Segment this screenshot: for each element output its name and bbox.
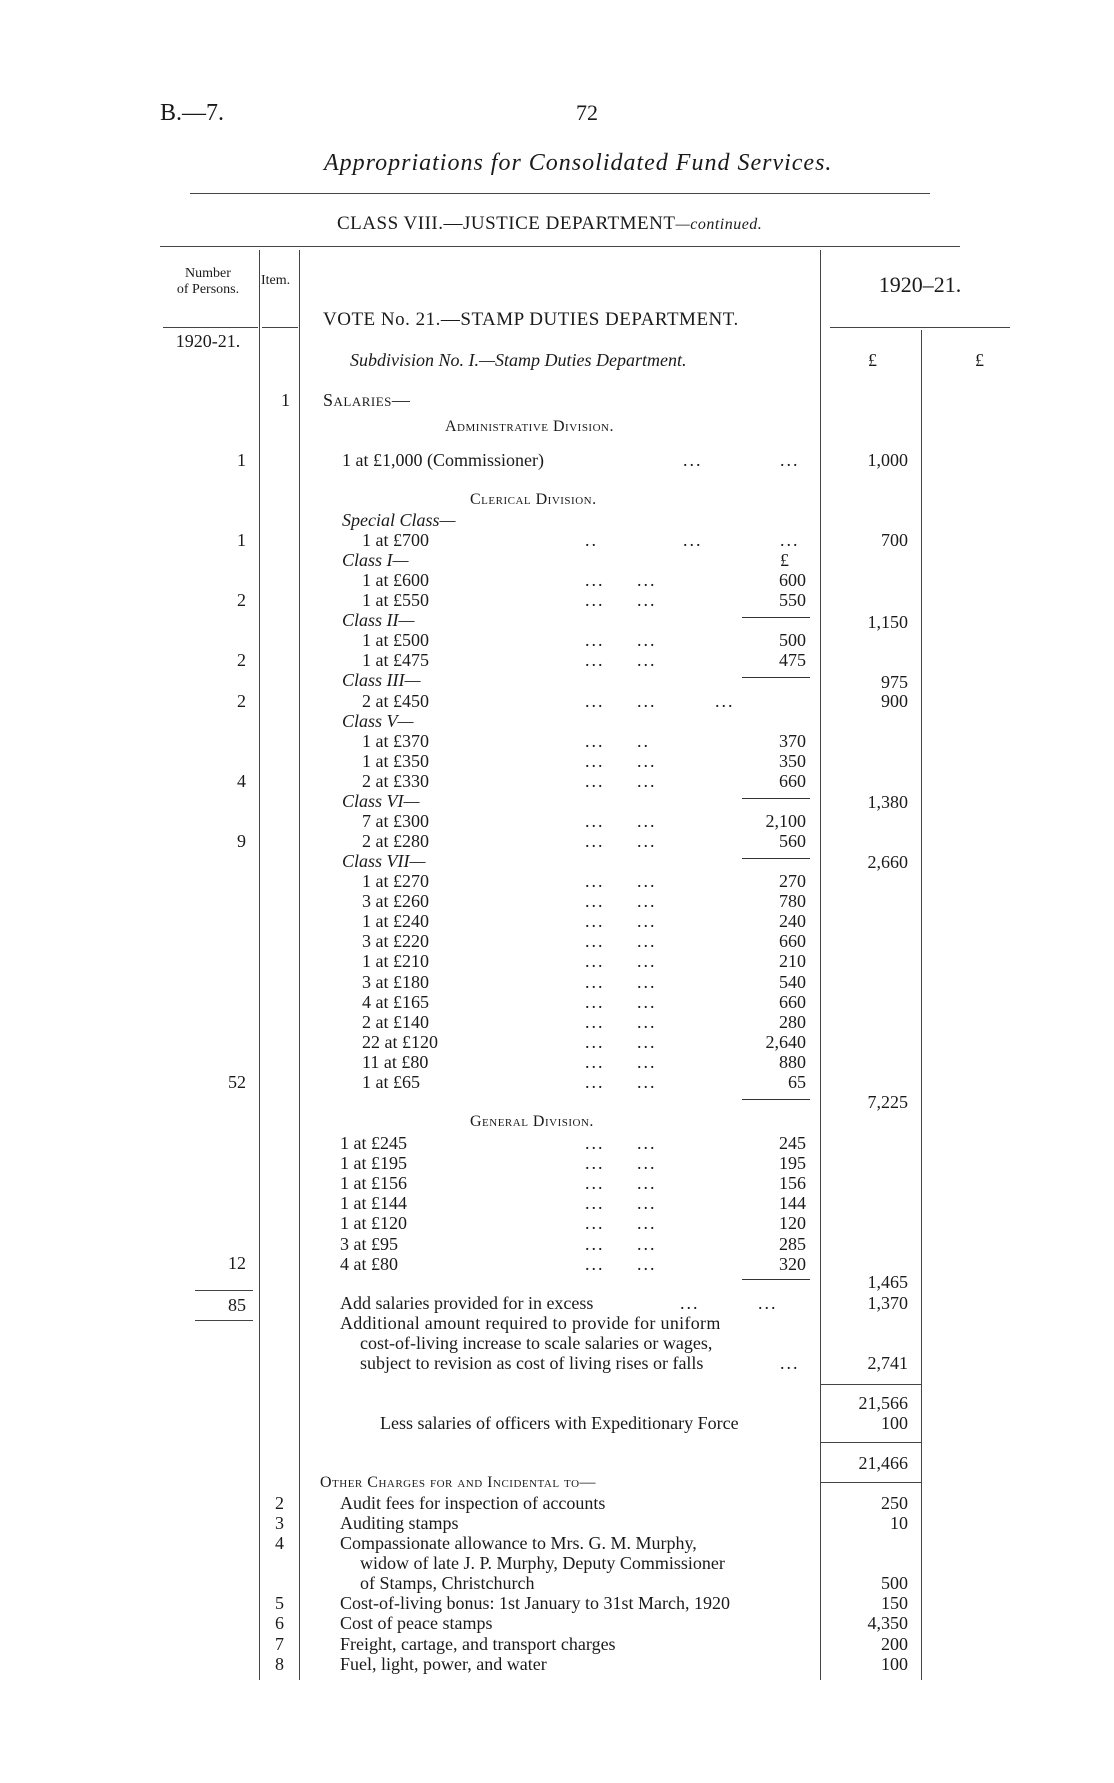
additional-line-3: subject to revision as cost of living rises or falls — [360, 1353, 704, 1373]
class-7-row-label: 4 at £165 — [362, 991, 429, 1012]
other-charge-item-number: 7 — [275, 1633, 284, 1654]
class-6-persons: 9 — [237, 831, 246, 851]
class-1-row-1-amount: 600 — [779, 570, 806, 590]
class-2-persons: 2 — [237, 650, 246, 670]
class-6-subtotal-rule — [742, 858, 810, 859]
general-row-amount: 156 — [779, 1173, 806, 1194]
other-charge-item-number: 3 — [275, 1513, 284, 1534]
admin-amount: 1,000 — [867, 450, 908, 470]
class-3-persons: 2 — [237, 691, 246, 711]
general-row-leader: ... ... — [585, 1153, 657, 1174]
class-heading — [337, 213, 762, 235]
general-row-label: 1 at £156 — [340, 1173, 407, 1194]
persons-year-label: 1920-21. — [175, 331, 241, 351]
class-5-row-1-amount: 370 — [779, 731, 806, 751]
special-persons: 1 — [237, 530, 246, 550]
other-charge-description: Cost of peace stamps — [340, 1613, 493, 1634]
class-heading-main: CLASS VIII.—JUSTICE DEPARTMENT — [337, 213, 676, 234]
pound-column-label-1: £ — [868, 350, 877, 370]
other-charge-description: Fuel, light, power, and water — [340, 1653, 547, 1674]
class-1-row-2-amount: 550 — [779, 590, 806, 610]
class-heading-continued: —continued. — [675, 216, 763, 233]
class-6-row-1-label: 7 at £300 — [362, 811, 429, 831]
other-charge-amount: 250 — [881, 1493, 908, 1513]
other-charge-item-number: 2 — [275, 1493, 284, 1513]
class-7-row-leader: ... ... — [585, 891, 657, 912]
other-charge-amount: 10 — [890, 1513, 908, 1534]
admin-persons: 1 — [237, 450, 246, 470]
class-7-row-leader: ... ... — [585, 911, 657, 932]
additional-line-2: cost-of-living increase to scale salaries or wages, — [360, 1333, 713, 1353]
class-3-total: 900 — [881, 691, 908, 711]
general-row-amount: 320 — [779, 1253, 806, 1274]
class-7-row-amount: 210 — [779, 951, 806, 972]
page-title: Appropriations for Consolidated Fund Services. — [324, 150, 833, 176]
class-2-row-2-leader: ... ... — [585, 650, 657, 670]
admin-leader: ... — [683, 450, 703, 470]
year-header-rule — [830, 327, 1010, 328]
year-header: 1920–21. — [878, 272, 962, 297]
class-7-row-label: 1 at £240 — [362, 911, 429, 932]
general-row-leader: ... ... — [585, 1193, 657, 1214]
document-reference: B.—7. — [160, 100, 225, 126]
class-1-row-1-label: 1 at £600 — [362, 570, 429, 590]
subtotal-amount: 21,566 — [858, 1393, 908, 1413]
class-7-row-leader: ... ... — [585, 871, 657, 891]
persons-header-rule — [163, 327, 258, 328]
add-excess-amount: 1,370 — [867, 1293, 908, 1313]
admin-line: 1 at £1,000 (Commissioner) — [342, 450, 544, 470]
class-7-row-amount: 65 — [788, 1072, 806, 1092]
class-7-row-label: 22 at £120 — [362, 1031, 438, 1052]
class-5-row-3-amount: 660 — [779, 771, 806, 791]
class-7-row-label: 3 at £180 — [362, 971, 429, 992]
other-charge-item-number: 4 — [275, 1533, 284, 1554]
general-row-label: 1 at £144 — [340, 1193, 407, 1214]
class-2-row-1-leader: ... ... — [585, 630, 657, 650]
number-of-persons-header: Number of Persons. — [176, 266, 240, 297]
general-persons: 12 — [228, 1253, 246, 1273]
persons-total-rule — [195, 1290, 253, 1291]
general-row-amount: 120 — [779, 1213, 806, 1234]
general-row-amount: 144 — [779, 1193, 806, 1214]
admin-leader-2: ... — [780, 450, 800, 470]
class-7-row-amount: 660 — [779, 991, 806, 1012]
subdivision-title: Subdivision No. I.—Stamp Duties Department. — [350, 350, 687, 370]
general-row-leader: ... ... — [585, 1253, 657, 1274]
special-leader: .. — [585, 530, 598, 550]
class-1-pound: £ — [780, 550, 789, 570]
net-total-rule — [820, 1442, 922, 1443]
other-charges-heading: Other Charges for and Incidental to— — [320, 1474, 597, 1491]
class-3-label: Class III— — [342, 670, 421, 690]
class-rule — [160, 246, 960, 247]
class-7-row-leader: ... ... — [585, 1072, 657, 1092]
salaries-heading: Salaries— — [323, 390, 411, 410]
class-7-label: Class VII— — [342, 851, 426, 871]
class-6-row-2-label: 2 at £280 — [362, 831, 429, 851]
general-row-leader: ... ... — [585, 1213, 657, 1234]
administrative-division-heading: Administrative Division. — [445, 418, 614, 435]
total-persons: 85 — [228, 1295, 246, 1315]
general-row-label: 3 at £95 — [340, 1233, 398, 1254]
other-charge-item-number: 8 — [275, 1653, 284, 1674]
amount-column-right-rule — [921, 330, 922, 1680]
class-7-row-leader: ... ... — [585, 951, 657, 972]
class-2-total: 975 — [881, 672, 908, 692]
other-charge-description: Freight, cartage, and transport charges — [340, 1633, 616, 1654]
class-7-row-label: 2 at £140 — [362, 1011, 429, 1032]
class-5-row-2-leader: ... ... — [585, 751, 657, 771]
class-7-row-amount: 2,640 — [765, 1031, 806, 1052]
other-charge-description: Audit fees for inspection of accounts — [340, 1493, 606, 1513]
class-2-row-2-label: 1 at £475 — [362, 650, 429, 670]
class-5-subtotal-rule — [742, 798, 810, 799]
other-charge-item-number: 5 — [275, 1593, 284, 1614]
class-3-leader: ... ... ... — [585, 691, 735, 711]
class-7-persons: 52 — [228, 1072, 246, 1092]
item-header-rule — [262, 327, 298, 328]
general-row-label: 1 at £120 — [340, 1213, 407, 1234]
other-charge-amount: 150 — [881, 1593, 908, 1614]
additional-line-1: Additional amount required to provide for uniform — [340, 1313, 721, 1333]
class-7-row-leader: ... ... — [585, 931, 657, 952]
class-1-row-2-label: 1 at £550 — [362, 590, 429, 610]
class-7-row-amount: 880 — [779, 1051, 806, 1072]
special-leader-3: ... — [780, 530, 800, 550]
class-7-row-amount: 270 — [779, 871, 806, 891]
other-charge-description: Auditing stamps — [340, 1513, 459, 1534]
class-6-label: Class VI— — [342, 791, 420, 811]
class-1-label: Class I— — [342, 550, 409, 570]
class-7-row-leader: ... ... — [585, 1011, 657, 1032]
class-7-row-leader: ... ... — [585, 1031, 657, 1052]
pound-column-label-2: £ — [975, 350, 984, 370]
special-line: 1 at £700 — [362, 530, 429, 550]
general-row-leader: ... ... — [585, 1133, 657, 1153]
class-2-row-1-label: 1 at £500 — [362, 630, 429, 650]
class-2-row-2-amount: 475 — [779, 650, 806, 670]
class-7-row-label: 1 at £65 — [362, 1072, 420, 1092]
class-6-row-2-amount: 560 — [779, 831, 806, 851]
class-5-total: 1,380 — [867, 792, 908, 812]
other-charge-amount: 200 — [881, 1633, 908, 1654]
general-row-label: 1 at £195 — [340, 1153, 407, 1174]
item-header: Item. — [261, 273, 291, 288]
class-7-row-label: 1 at £210 — [362, 951, 429, 972]
page-number: 72 — [576, 100, 598, 125]
class-7-row-leader: ... ... — [585, 1051, 657, 1072]
less-expeditionary-label: Less salaries of officers with Expeditionary Force — [380, 1413, 739, 1433]
other-charge-amount: 4,350 — [867, 1613, 908, 1634]
class-7-row-amount: 240 — [779, 911, 806, 932]
net-total-amount: 21,466 — [858, 1453, 908, 1473]
subtotal-rule — [820, 1384, 922, 1385]
class-2-subtotal-rule — [742, 677, 810, 678]
class-5-row-2-amount: 350 — [779, 751, 806, 771]
general-row-amount: 285 — [779, 1233, 806, 1254]
class-5-row-3-label: 2 at £330 — [362, 771, 429, 791]
general-row-leader: ... ... — [585, 1173, 657, 1194]
other-charge-item-number: 6 — [275, 1613, 284, 1634]
general-total: 1,465 — [867, 1272, 908, 1292]
salaries-item-number: 1 — [281, 390, 290, 410]
class-7-total: 7,225 — [867, 1092, 908, 1112]
class-7-row-leader: ... ... — [585, 991, 657, 1012]
persons-total-underline — [195, 1320, 253, 1321]
class-6-row-2-leader: ... ... — [585, 831, 657, 851]
class-7-row-amount: 780 — [779, 891, 806, 912]
class-7-row-leader: ... ... — [585, 971, 657, 992]
special-leader-2: ... — [683, 530, 703, 550]
amount-column-left-rule — [820, 250, 821, 1680]
general-row-leader: ... ... — [585, 1233, 657, 1254]
item-column-right-rule — [299, 250, 300, 1680]
class-6-total: 2,660 — [867, 852, 908, 872]
special-amount: 700 — [881, 530, 908, 550]
class-3-line: 2 at £450 — [362, 691, 429, 711]
general-row-label: 1 at £245 — [340, 1133, 407, 1153]
class-7-row-amount: 280 — [779, 1011, 806, 1032]
class-1-row-1-leader: ... ... — [585, 570, 657, 590]
class-5-row-1-label: 1 at £370 — [362, 731, 429, 751]
clerical-division-heading: Clerical Division. — [470, 491, 597, 508]
other-charge-amount: 500 — [881, 1573, 908, 1594]
other-charge-amount: 100 — [881, 1653, 908, 1674]
net-total-underline — [820, 1482, 922, 1483]
class-7-row-label: 3 at £260 — [362, 891, 429, 912]
add-excess-leader: ... ... — [680, 1293, 778, 1313]
class-1-subtotal-rule — [742, 617, 810, 618]
general-row-amount: 195 — [779, 1153, 806, 1174]
less-expeditionary-amount: 100 — [881, 1413, 908, 1433]
general-division-heading: General Division. — [470, 1113, 594, 1130]
general-subtotal-rule — [742, 1279, 810, 1280]
item-column-left-rule — [259, 250, 260, 1680]
class-7-row-label: 11 at £80 — [362, 1051, 429, 1072]
other-charge-description: of Stamps, Christchurch — [360, 1573, 535, 1594]
class-5-row-1-leader: ... .. — [585, 731, 650, 751]
general-row-label: 4 at £80 — [340, 1253, 398, 1274]
class-6-row-1-leader: ... ... — [585, 811, 657, 831]
class-7-row-amount: 660 — [779, 931, 806, 952]
additional-leader: ... — [780, 1353, 800, 1373]
title-rule — [190, 193, 930, 194]
general-row-amount: 245 — [779, 1133, 806, 1153]
class-6-row-1-amount: 2,100 — [765, 811, 806, 831]
class-7-row-label: 3 at £220 — [362, 931, 429, 952]
additional-amount: 2,741 — [867, 1353, 908, 1373]
add-excess-label: Add salaries provided for in excess — [340, 1293, 594, 1313]
vote-title: VOTE No. 21.—STAMP DUTIES DEPARTMENT. — [323, 309, 739, 330]
class-1-row-2-leader: ... ... — [585, 590, 657, 610]
class-7-row-amount: 540 — [779, 971, 806, 992]
class-1-persons: 2 — [237, 590, 246, 610]
class-7-row-label: 1 at £270 — [362, 871, 429, 891]
special-class-label: Special Class— — [342, 510, 456, 530]
class-5-row-3-leader: ... ... — [585, 771, 657, 791]
class-5-persons: 4 — [237, 771, 246, 791]
class-5-label: Class V— — [342, 711, 414, 731]
class-2-row-1-amount: 500 — [779, 630, 806, 650]
other-charge-description: Compassionate allowance to Mrs. G. M. Murphy, — [340, 1533, 697, 1554]
class-5-row-2-label: 1 at £350 — [362, 751, 429, 771]
other-charge-description: Cost-of-living bonus: 1st January to 31st March, 1920 — [340, 1593, 730, 1614]
class-7-subtotal-rule — [742, 1099, 810, 1100]
class-1-total: 1,150 — [867, 612, 908, 632]
class-2-label: Class II— — [342, 610, 415, 630]
other-charge-description: widow of late J. P. Murphy, Deputy Commissioner — [360, 1553, 725, 1574]
